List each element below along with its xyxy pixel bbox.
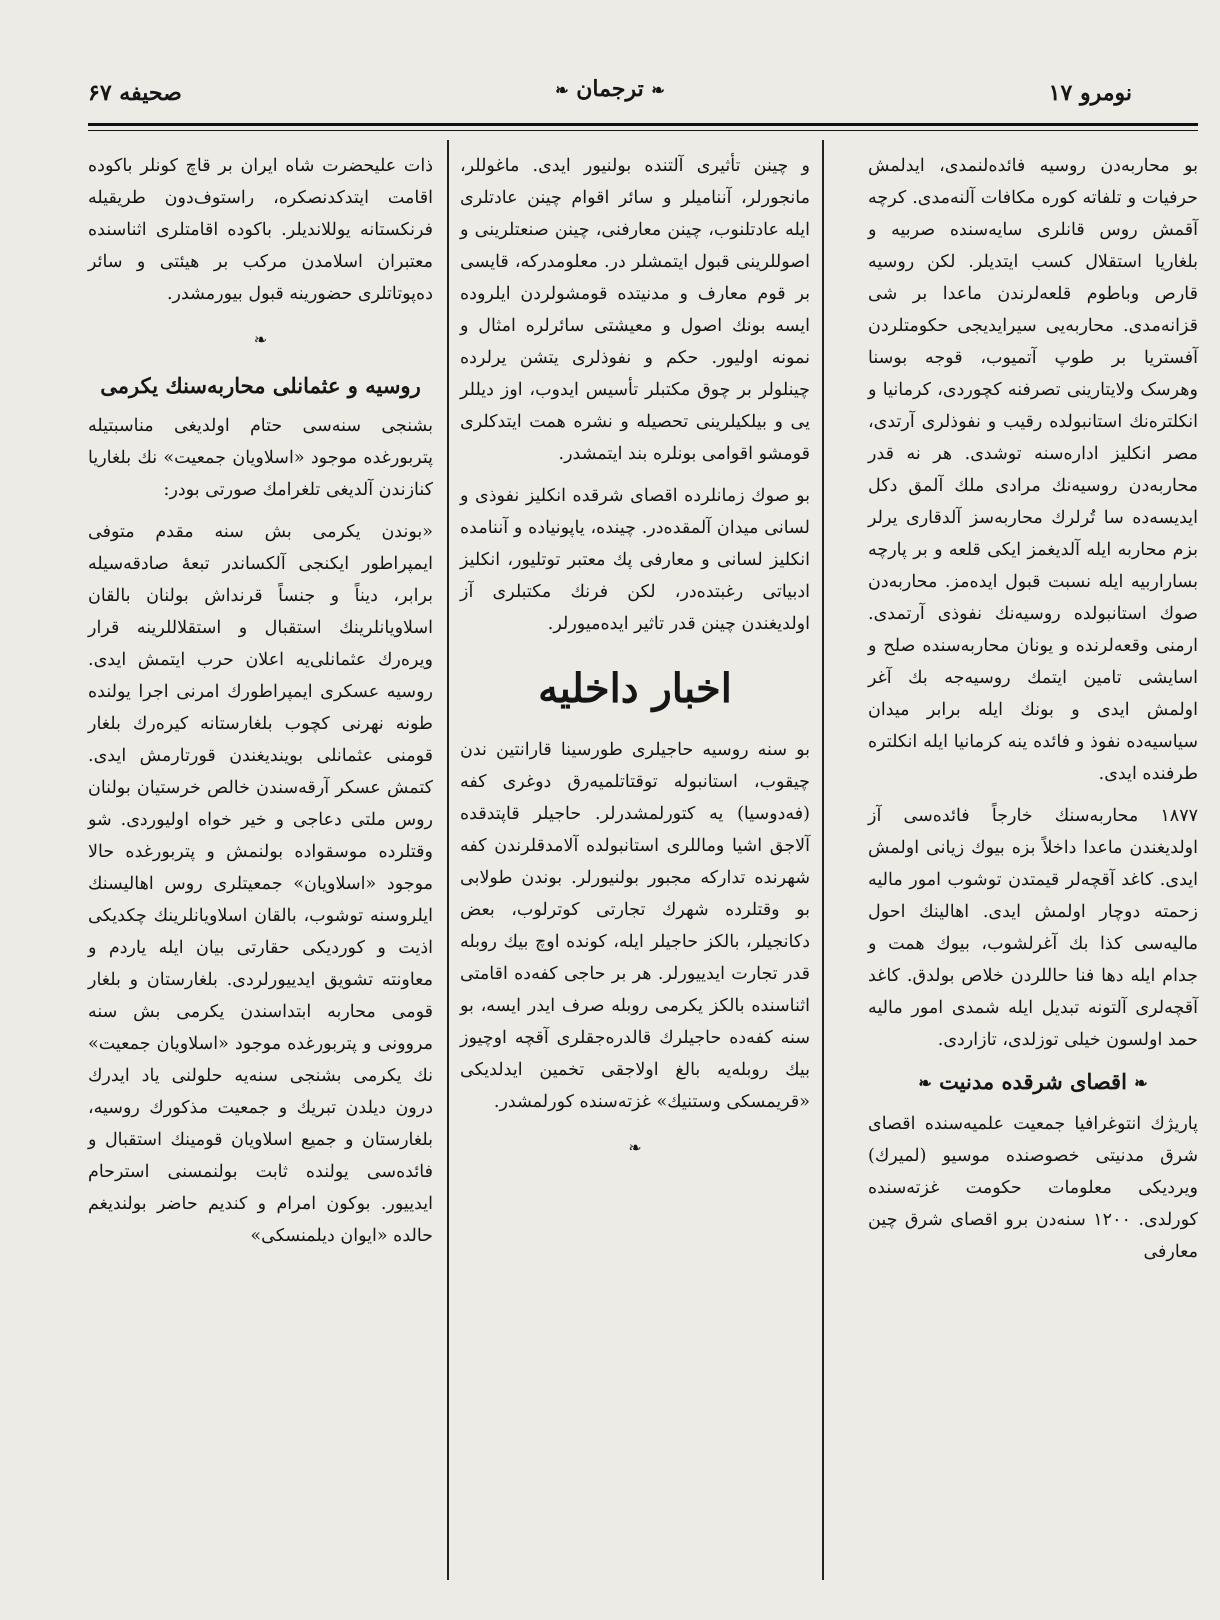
article-paragraph: بو سنه روسیه حاجیلری طورسینا قارانتین ندن چیقوب، استانبوله توقتاتلمیه‌رق دوغری کفه (فه‌دوسیا) یه کتورلمشدرلر. حاجیلر قاپتدقده آلاجق اشیا وماللری استانبولده آلامدقلرندن کفه شهرنده تدارکه مجبور بولنیورلر. بوندن طولابی بو وقتلرده شهرك تجارتی کوترلوب، بعض دکانجیلر، بالکز حاجیلر ایله، کونده اوچ بیك روبله قدر تجارت ایدییورلر. هر بر حاجی کفه‌ده اقامتی اثناسنده بالکز یکرمی روبله صرف ایدر ایسه، بو سنه کفه‌ده حاجیلرك قالدره‌جقلری آقچه اوچیوز بیك روبله‌یه بالغ اولاجقی تخمین ایدلدیکی «قریمسکی وستنیك» غزته‌سنده کورلمشدر. [460,740,810,1112]
article-paragraph: بشنجی سنه‌سی حتام اولدیغی مناسبتیله پتربورغده موجود «اسلاویان جمعیت» نك بلغاریا کنازندن آلدیغی تلغرامك صورتی بودر: [88,416,433,500]
ornament-icon: ❧ [1134,1073,1148,1093]
column-right [868,150,1198,1268]
column-divider-left [447,140,449,1580]
article-paragraph: ۱۸۷۷ محاربه‌سنك خارجاً فائده‌سی آز اولدیغندن ماعدا داخلاً بزه بیوك زیانی اولمش ایدی. کاغد آقچه‌لر قیمتدن توشوب امور مالیه زحمته دوچار اولمش ایدی. اهالینك احول مالیه‌سی کذا بك آغرلشوب، بیوك همت و جدام ایله دها فنا حاللردن خلاص بولدق. کاغد آقچه‌لری آلتونه تبدیل ایله شمدی امور مالیه حمد اولسون خیلی توزلدی، تازاردی. [868,806,1198,1050]
masthead [0,76,1220,102]
header-rule-thick [88,123,1198,126]
article-paragraph: و چینن تأثیری آلتنده بولنیور ایدی. ماغوللر، مانجورلر، آننامیلر و سائر اقوام چینن عادتلری ایله عادتلنوب، چینن معارفنی، چینن صنعتلرینی و اصوللرینی قبول ایتمشلر در. معلومدرکه، قایسی بر قوم معارف و مدنیتده قومشولردن ایلروده ایسه بونك اصول و معیشتی سائرلره امثال و نمونه اولیور. حکم و نفوذلری یتشن یرلرده چینلولر بر چوق مکتبلر تأسیس ایدوب، اوز دیللر یی و بیلکیلرینی تحصیله و نشره همت ایتدکلری قومشو اقوامی بونلره بند ایتمشدر. [460,156,810,464]
ornament-right-icon: ❧ [555,80,569,100]
newspaper-title: ترجمان [576,76,644,102]
header-rule-thin [88,130,1198,131]
separator-ornament-icon: ❧ [253,330,268,349]
article-heading: روسیه و عثمانلی محاربه‌سنك یکرمی [100,373,421,398]
ornament-left-icon: ❧ [651,80,665,100]
issue-number: نومرو ۱۷ [1048,80,1132,106]
section-title-domestic-news: اخبار داخلیه [538,665,732,712]
article-paragraph: بو محاربه‌دن روسیه فائده‌لنمدی، ایدلمش حرفیات و تلفاته کوره مکافات آلنه‌مدی. کرچه آقمش روس قانلری سایه‌سنده صربیه و بلغاریا استقلال کسب ایتدیلر. لکن روسیه قارص وباطوم قلعه‌لرندن ماعدا بر شی قزانه‌مدی. محاربه‌یی سیرایدیجی حکومتلردن آفستریا بر طوپ آتمیوب، قوجه بوسنا وهرسک ولایتارینی تصرفنه کچوردی، کرمانیا و انکلتره‌نك استانبولده رقیب و نفوذلری آرتدی، مصر انکلیز اداره‌سنه توشدی. هر نه قدر محاربه‌دن روسیه‌نك مرادی ملك آلمق دکل ایدیسه‌ده سا تُرلرك محاربه‌سز آلدقاری یرلر بزم محاربه ایله آلدیغمز ایکی قلعه و بر پارچه بساراربیه ایله نسبت قبول ایده‌مز. محاربه‌دن صوك استانبولده روسیه‌نك نفوذی آرتمدی. ارمنی وقعه‌لرنده و یونان محاربه‌سنده صلح و اسایشی تامین ایتمك روسیه‌جه بك آغر اولمش ایدی و بونك ایله برابر میدان سیاسیه‌ده نفوذ و فائده ینه کرمانیا ایله انکلتره طرفنده ایدی. [868,156,1198,784]
article-paragraph: بو صوك زمانلرده اقصای شرقده انکلیز نفوذی و لسانی میدان آلمقده‌در. چینده، یاپونیاده و آننامده انکلیز لسانی و معارفی پك معتبر توتلیور، انکلیز ادبیاتی رغبتده‌در، لکن فرنك مکتبلری آز اولدیغندن چینن قدر تاثیر ایده‌میورلر. [460,486,810,634]
ornament-icon: ❧ [918,1073,932,1093]
column-divider-right [822,140,824,1580]
page-number: صحیفه ۶۷ [88,80,182,106]
article-paragraph: پاریژك انتوغرافیا جمعیت علمیه‌سنده اقصای شرق مدنیتی خصوصنده موسیو (لمیرك) ویردیکی معلومات حکومت غزته‌سنده کورلدی. ۱۲۰۰ سنه‌دن برو اقصای شرق چین معارفی [868,1113,1198,1262]
column-left [88,150,433,1252]
section-heading: ❧ اقصای شرقده مدنیت ❧ [918,1069,1148,1094]
article-paragraph: ذات علیحضرت شاه ایران بر قاچ کونلر باکوده اقامت ایتدکدنصکره، راستوف‌دون طریقیله فرنکستانه یوللاندیلر. باکوده اقامتلری اثناسنده معتبران اسلامدن مرکب بر هیئتی و سائر ده‌پوتاتلری حضورینه قبول بیورمشدر. [88,156,433,304]
column-middle [460,150,810,1178]
separator-ornament-icon: ❧ [628,1138,642,1157]
article-paragraph: «بوندن یکرمی بش سنه مقدم متوفی ایمپراطور ایکنجی آلکساندر تبعهٔ صادقه‌سیله برابر، دیناً و جنساً قرنداش بولنان بالقان اسلاویانلرینك استقبال و استقلاللرینه قرار ویره‌رك عثمانلی‌یه اعلان حرب ایتمش ایدی. روسیه عسکری ایمپراطورك امرنی اجرا یولنده طونه نهرنی کچوب بلغارستانه کیره‌رك بلغار قومنی عثمانلی بویندیغندن قورتارمش ایدی. کتمش عسکر آرقه‌سندن خالص خرستیان بولنان روس ملتی دعاجی و خیر خواه اولیوردی. شو وقتلرده موسقواده بولنمش و پتربورغده حالا موجود «اسلاویان» جمعیتلری روس اهالیسنك ایلروسنه توشوب، بالقان اسلاویانلرینك چکدیکی اذیت و کوردیکی حقارتی بیان ایله یاردم و معاونته تشویق ایدییورلردی. بلغارستان و بلغار قومی محاربه ابتداسندن یکرمی بش سنه مروونی و پتربورغده موجود «اسلاویان جمعیت» نك یکرمی بشنجی سنه‌یه حلولنی یاد ایدرك درون دیلدن تبریك و جمعیت مذکورك روسیه، بلغارستان و جمیع اسلاویان قومینك استقبال و فائده‌سی یولنده ثابت بولنمسنی استرحام ایدییور. بوکون امرام و کندیم حاضر بولندیغم حالده «ایوان دیلمنسکی» [88,522,433,1246]
